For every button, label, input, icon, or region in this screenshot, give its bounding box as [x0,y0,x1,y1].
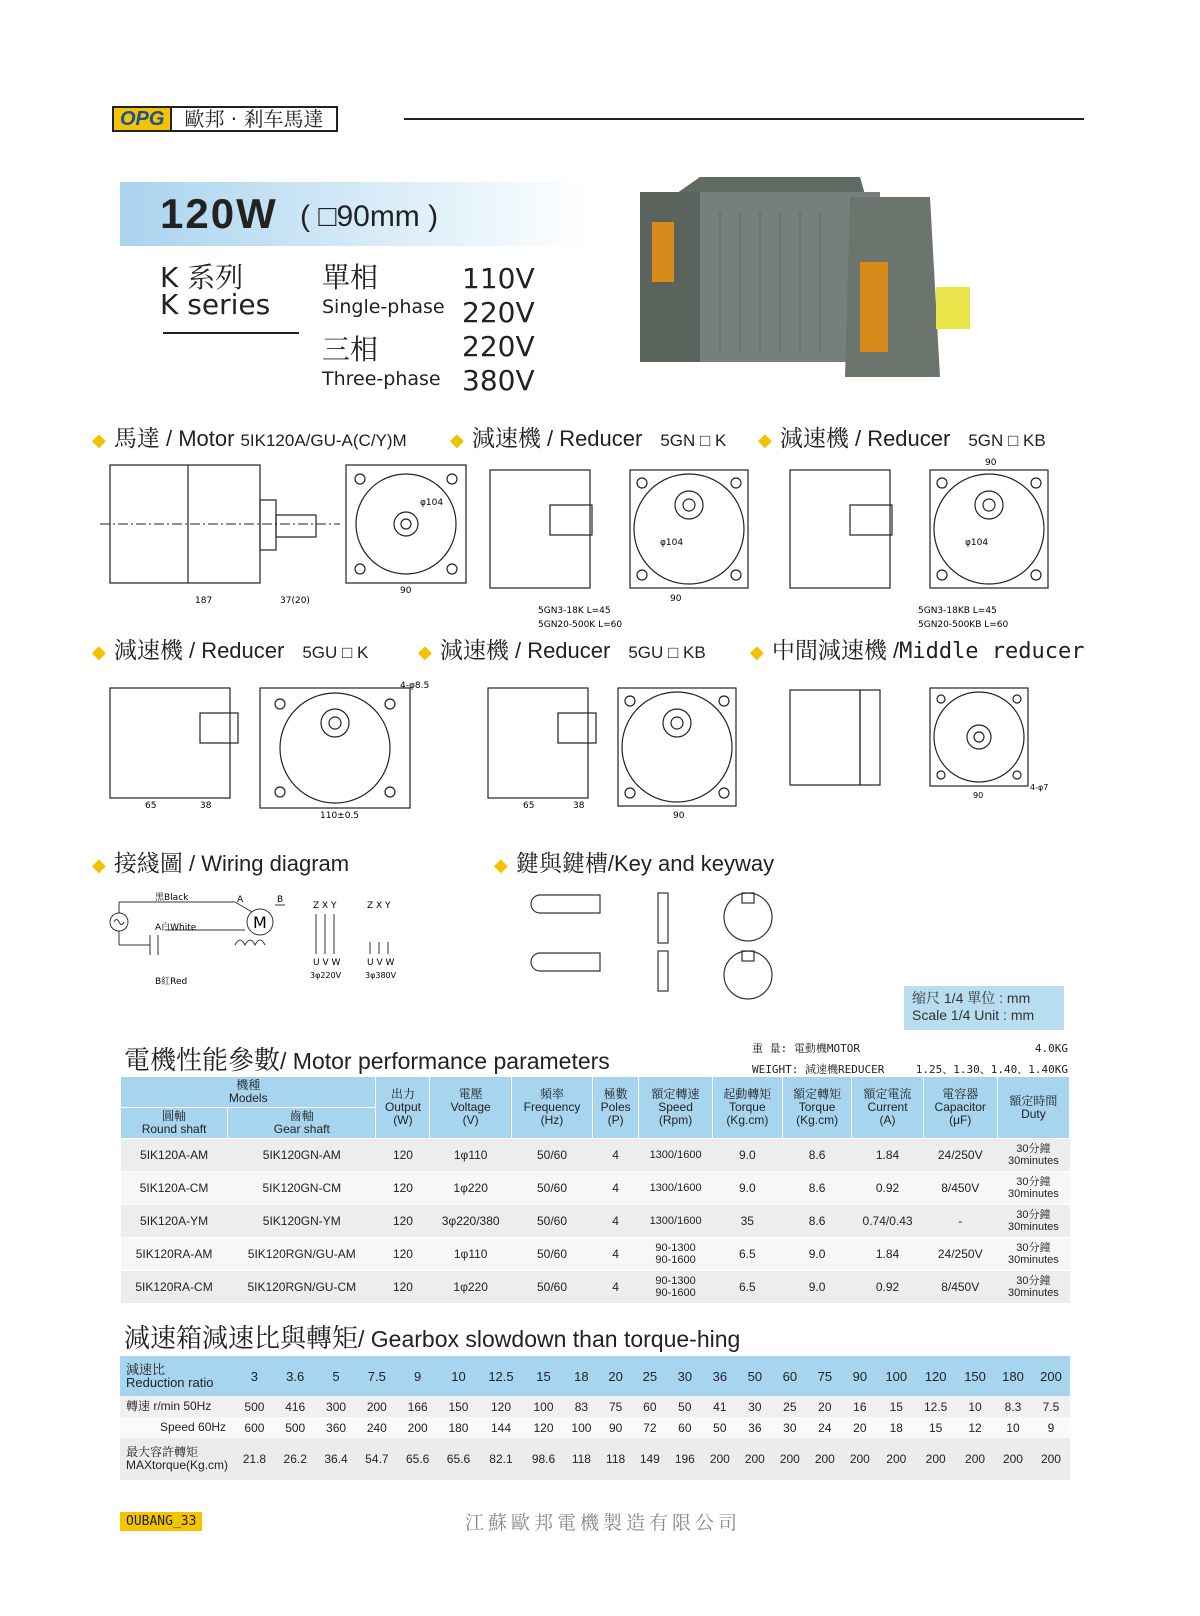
perf-cell: 1300/1600 [639,1139,713,1172]
perf-cell: 5IK120RGN/GU-CM [228,1271,376,1304]
diamond-icon: ◆ [750,642,764,662]
svg-text:38: 38 [573,801,585,811]
gear-cell: 150 [956,1356,994,1396]
gear-cell: 50 [737,1356,772,1396]
wiring-heading: ◆ 接綫圖 / Wiring diagram [92,851,350,877]
diamond-icon: ◆ [494,855,508,875]
gear-cell: 12.5 [915,1396,956,1417]
perf-cell: 6.5 [712,1271,782,1304]
perf-cell: 9.0 [782,1271,852,1304]
svg-text:90: 90 [985,458,997,468]
reducer-5gn-kb-heading: ◆ 減速機 / Reducer 5GN □ KB [758,426,1046,452]
motor-label-icon [652,222,674,282]
phase-single-v2: 220V [462,296,535,329]
reducer-5gu-kb-drawing [478,668,748,833]
svg-text:4-φ7: 4-φ7 [1030,783,1049,792]
perf-cell: 1φ220 [430,1271,511,1304]
gear-row [120,1356,1070,1396]
gear-cell: 200 [994,1438,1032,1480]
perf-cell: 4 [593,1238,639,1271]
gear-cell: 30 [737,1396,772,1417]
brand-logo: OPG [112,106,172,132]
svg-text:Z X Y: Z X Y [313,901,337,911]
gear-cell: 149 [632,1438,667,1480]
perf-cell: - [923,1205,997,1238]
gear-cell: 200 [737,1438,772,1480]
wiring-white-label: A白White [155,923,197,933]
gear-cell: 12.5 [479,1356,523,1396]
perf-table: 機種 Models 出力 Output (W) 電壓 Voltage (V) 頻率 Frequency (Hz) 極數 Poles (P) 額定轉速 Speed (Rpm) 起動轉矩 Torque (Kg.cm) 額定轉矩 Torque (Kg.cm) 額定電流 Current (A) 電容器 Capacitor (μF) 額定時間 Duty 圓軸 Round shaft 齒軸 Gear shaft 5IK120A-AM 5IK120GN-AM 120 1φ110 50/60 4 1300/1600 9.0 8.6 1.84 24/250V 30分鐘 30minutes 5IK120A-CM 5IK120GN-CM 120 1φ220 50/60 4 1300/1600 9.0 8.6 0.92 8/450V 30分鐘 30minutes 5IK120A-YM 5IK120GN-YM 120 3φ220/380 50/60 4 1300/1600 35 8.6 0.74/0.43 - 30分鐘 30minutes 5IK120RA-AM 5IK120RGN/GU-AM 120 1φ110 50/60 4 90-1300 90-1600 6.5 9.0 1.84 24/250V 30分鐘 30minutes 5IK120RA-CM 5IK120RGN/GU-CM 120 1φ220 50/60 4 90-1300 90-1600 6.5 9.0 0.92 8/450V 30分鐘 30minutes [120,1076,1070,1304]
reducer-5gn-k-heading: ◆ 減速機 / Reducer 5GN □ K [450,426,727,452]
perf-cell: 9.0 [712,1139,782,1172]
gear-cell: 500 [275,1417,316,1438]
reducer-5gu-k-heading: ◆ 減速機 / Reducer 5GU □ K [92,638,369,664]
gear-cell: 24 [807,1417,842,1438]
gear-cell: 7.5 [1032,1396,1070,1417]
gear-cell: 60 [632,1396,667,1417]
reducer-5gn-kb-drawing [780,455,1070,635]
perf-cell: 8.6 [782,1139,852,1172]
gear-cell: 65.6 [438,1438,479,1480]
gear-cell: 100 [523,1396,564,1417]
gear-cell: 200 [702,1438,737,1480]
gear-cell: 60 [772,1356,807,1396]
gear-cell: 83 [564,1396,599,1417]
gear-cell: 3 [234,1356,275,1396]
header-rule [404,118,1084,120]
gear-cell: 200 [772,1438,807,1480]
gear-cell: 9 [1032,1417,1070,1438]
perf-cell: 5IK120RGN/GU-AM [228,1238,376,1271]
gear-cell: 36 [737,1417,772,1438]
note-5gn3-18k: 5GN3-18K L=45 [538,606,611,616]
gear-cell: 18 [877,1417,915,1438]
perf-cell: 50/60 [511,1139,592,1172]
svg-text:φ104: φ104 [965,538,989,548]
gear-cell: 30 [667,1356,702,1396]
key-keyway-drawing [530,885,800,1000]
perf-cell: 0.74/0.43 [852,1205,923,1238]
perf-cell: 8/450V [923,1271,997,1304]
gear-cell: 196 [667,1438,702,1480]
perf-cell: 5IK120GN-AM [228,1139,376,1172]
perf-cell: 1φ110 [430,1139,511,1172]
gear-cell: 9 [397,1356,438,1396]
wiring-380v-label: 3φ380V [365,971,397,980]
motor-symbol-icon: M [253,913,267,932]
gear-cell: 120 [915,1356,956,1396]
phase-three-v1: 220V [462,330,535,363]
gear-row [120,1417,1070,1438]
gear-table [120,1356,1070,1480]
gear-cell: 200 [956,1438,994,1480]
gear-cell: 50 [702,1417,737,1438]
perf-cell: 24/250V [923,1238,997,1271]
gear-cell: 360 [316,1417,357,1438]
gear-cell: 100 [877,1356,915,1396]
diamond-icon: ◆ [92,430,106,450]
gear-cell: 118 [599,1438,632,1480]
gear-cell: 200 [1032,1356,1070,1396]
perf-row [121,1172,1070,1205]
perf-cell: 4 [593,1205,639,1238]
perf-cell: 6.5 [712,1238,782,1271]
scale-note: 缩尺 1/4 單位 : mm Scale 1/4 Unit : mm [904,986,1064,1030]
gear-cell: 30 [772,1417,807,1438]
gear-cell: 200 [397,1417,438,1438]
page-header [112,105,338,133]
perf-cell: 8.6 [782,1205,852,1238]
gear-cell: 41 [702,1396,737,1417]
phase-three-v2: 380V [462,364,535,397]
gear-cell: 15 [915,1417,956,1438]
wiring-black-label: 黑Black [155,893,189,903]
phase-single-v1: 110V [462,262,535,295]
gear-cell: 10 [956,1396,994,1417]
gear-cell: 500 [234,1396,275,1417]
svg-text:90: 90 [973,791,984,800]
perf-cell: 5IK120A-AM [121,1139,228,1172]
middle-reducer-heading: ◆ 中間減速機 / Middle reducer [750,638,1085,664]
gear-cell: 3.6 [275,1356,316,1396]
reducer-5gu-kb-heading: ◆ 減速機 / Reducer 5GU □ KB [418,638,706,664]
gear-cell: 12 [956,1417,994,1438]
gear-cell: 20 [599,1356,632,1396]
perf-row [121,1139,1070,1172]
series-cn: K 系列 [160,261,244,294]
perf-cell: 50/60 [511,1271,592,1304]
perf-cell: 120 [376,1172,430,1205]
perf-cell: 1φ110 [430,1238,511,1271]
gear-cell: 120 [523,1417,564,1438]
terminal-a-label: A [237,895,244,905]
phase-single-cn: 單相 [322,261,379,294]
perf-cell: 1φ220 [430,1172,511,1205]
reducer-5gn-k-drawing [480,455,780,635]
gear-cell: 82.1 [479,1438,523,1480]
perf-cell: 120 [376,1238,430,1271]
series-en: K series [160,288,271,321]
perf-cell: 120 [376,1271,430,1304]
gear-cell: 75 [599,1396,632,1417]
gear-cell: 60 [667,1417,702,1438]
svg-text:U V W: U V W [367,958,395,968]
perf-title: 電機性能參數/ Motor performance parameters [124,1046,610,1076]
perf-cell: 30分鐘 30minutes [997,1139,1069,1172]
gear-cell: 36 [702,1356,737,1396]
weight-note: 重 量: 電動機MOTOR 4.0KG WEIGHT: 減速機REDUCER 1.25、1.30、1.40、1.40KG [752,1042,1068,1076]
perf-cell: 35 [712,1205,782,1238]
svg-text:65: 65 [145,801,157,811]
gear-cell: 20 [807,1396,842,1417]
key-heading: ◆ 鍵與鍵槽 / Key and keyway [494,851,775,877]
perf-cell: 5IK120GN-YM [228,1205,376,1238]
perf-cell: 0.92 [852,1172,923,1205]
svg-text:90: 90 [670,594,682,604]
terminal-b-label: B [277,895,284,905]
svg-text:Z X Y: Z X Y [367,901,391,911]
diamond-icon: ◆ [92,642,106,662]
perf-cell: 90-1300 90-1600 [639,1238,713,1271]
perf-cell: 5IK120RA-AM [121,1238,228,1271]
gear-title: 減速箱減速比與轉矩/ Gearbox slowdown than torque-hing [124,1324,741,1354]
diamond-icon: ◆ [92,855,106,875]
gear-cell: 26.2 [275,1438,316,1480]
gear-cell: 25 [772,1396,807,1417]
gear-cell: 21.8 [234,1438,275,1480]
phase-three-en: Three-phase [322,368,441,390]
perf-cell: 1300/1600 [639,1205,713,1238]
perf-cell: 4 [593,1139,639,1172]
perf-cell: 30分鐘 30minutes [997,1238,1069,1271]
perf-row [121,1238,1070,1271]
perf-cell: 9.0 [782,1238,852,1271]
perf-cell: 90-1300 90-1600 [639,1271,713,1304]
gear-cell: 16 [842,1396,877,1417]
perf-cell: 1.84 [852,1139,923,1172]
perf-cell: 24/250V [923,1139,997,1172]
note-5gn20-500k: 5GN20-500K L=60 [538,620,623,630]
output-shaft-icon [936,287,970,329]
perf-cell: 4 [593,1271,639,1304]
gear-cell: 65.6 [397,1438,438,1480]
svg-text:φ104: φ104 [660,538,684,548]
gear-cell: 20 [842,1417,877,1438]
svg-text:187: 187 [195,596,213,606]
gear-cell: 54.7 [356,1438,397,1480]
perf-cell: 8/450V [923,1172,997,1205]
perf-cell: 120 [376,1205,430,1238]
frame-size: ( □90mm ) [300,200,439,233]
gear-cell: 200 [356,1396,397,1417]
gear-cell: 166 [397,1396,438,1417]
svg-text:65: 65 [523,801,535,811]
gear-cell: 100 [564,1417,599,1438]
gear-cell: 240 [356,1417,397,1438]
perf-cell: 0.92 [852,1271,923,1304]
gear-cell: 15 [523,1356,564,1396]
gear-cell: 50 [667,1396,702,1417]
perf-cell: 5IK120RA-CM [121,1271,228,1304]
wiring-220v-label: 3φ220V [310,971,342,980]
svg-text:U V W: U V W [313,958,341,968]
middle-reducer-drawing [785,680,1075,815]
company-name: 江蘇歐邦電機製造有限公司 [465,1512,742,1534]
gear-cell: 18 [564,1356,599,1396]
gear-cell: 300 [316,1396,357,1417]
perf-cell: 5IK120GN-CM [228,1172,376,1205]
power-rating: 120W [160,190,278,237]
perf-cell: 5IK120A-YM [121,1205,228,1238]
note-5gn3-18kb: 5GN3-18KB L=45 [918,606,997,616]
wiring-diagram [105,890,425,1000]
phase-single-en: Single-phase [322,296,445,318]
note-5gn20-500kb: 5GN20-500KB L=60 [918,620,1009,630]
motor-heading: ◆ 馬達 / Motor 5IK120A/GU-A(C/Y)M [92,426,407,452]
perf-cell: 5IK120A-CM [121,1172,228,1205]
header-title: 歐邦 · 剎车馬達 [172,106,337,132]
gear-row [120,1396,1070,1417]
gear-cell: 180 [994,1356,1032,1396]
gear-cell: 36.4 [316,1438,357,1480]
gearhead-label-icon [860,262,888,352]
gear-cell: 10 [994,1417,1032,1438]
gear-row-label: 轉速 r/min 50Hz [120,1396,234,1417]
gear-cell: 25 [632,1356,667,1396]
gear-cell: 180 [438,1417,479,1438]
phase-three-cn: 三相 [322,333,379,366]
gear-row-label: 最大容許轉矩 MAXtorque(Kg.cm) [120,1438,234,1480]
perf-cell: 30分鐘 30minutes [997,1172,1069,1205]
gear-cell: 8.3 [994,1396,1032,1417]
gear-cell: 200 [1032,1438,1070,1480]
gear-cell: 90 [599,1417,632,1438]
gear-row [120,1438,1070,1480]
perf-row [121,1205,1070,1238]
gear-cell: 150 [438,1396,479,1417]
perf-cell: 3φ220/380 [430,1205,511,1238]
gear-cell: 7.5 [356,1356,397,1396]
perf-cell: 8.6 [782,1172,852,1205]
gear-cell: 118 [564,1438,599,1480]
diamond-icon: ◆ [418,642,432,662]
gear-cell: 144 [479,1417,523,1438]
gear-cell: 416 [275,1396,316,1417]
perf-cell: 120 [376,1139,430,1172]
gear-cell: 15 [877,1396,915,1417]
motor-drawing [100,455,470,620]
diamond-icon: ◆ [450,430,464,450]
gear-cell: 72 [632,1417,667,1438]
series-underline [163,332,299,334]
gear-cell: 200 [915,1438,956,1480]
gear-cell: 200 [877,1438,915,1480]
gear-cell: 5 [316,1356,357,1396]
gear-cell: 98.6 [523,1438,564,1480]
gear-row-label: Speed 60Hz [120,1417,234,1438]
svg-text:90: 90 [400,586,412,596]
gear-cell: 120 [479,1396,523,1417]
svg-text:90: 90 [673,811,685,821]
gear-cell: 600 [234,1417,275,1438]
perf-cell: 1300/1600 [639,1172,713,1205]
perf-cell: 50/60 [511,1172,592,1205]
perf-row [121,1271,1070,1304]
svg-text:4-φ8.5: 4-φ8.5 [400,681,430,691]
motor-photo [640,172,970,382]
perf-cell: 30分鐘 30minutes [997,1271,1069,1304]
svg-text:37(20): 37(20) [280,596,310,606]
perf-cell: 50/60 [511,1238,592,1271]
page-number-badge: OUBANG_33 [120,1512,202,1531]
gear-cell: 75 [807,1356,842,1396]
wiring-red-label: B紅Red [155,977,188,987]
perf-cell: 9.0 [712,1172,782,1205]
diamond-icon: ◆ [758,430,772,450]
svg-text:110±0.5: 110±0.5 [320,811,360,821]
gear-cell: 200 [842,1438,877,1480]
gear-cell: 10 [438,1356,479,1396]
reducer-5gu-k-drawing [100,668,440,833]
perf-cell: 30分鐘 30minutes [997,1205,1069,1238]
perf-cell: 4 [593,1172,639,1205]
gear-row-label: 減速比 Reduction ratio [120,1356,234,1396]
gear-cell: 90 [842,1356,877,1396]
perf-cell: 50/60 [511,1205,592,1238]
perf-cell: 1.84 [852,1238,923,1271]
gear-cell: 200 [807,1438,842,1480]
svg-text:38: 38 [200,801,212,811]
svg-text:φ104: φ104 [420,498,444,508]
